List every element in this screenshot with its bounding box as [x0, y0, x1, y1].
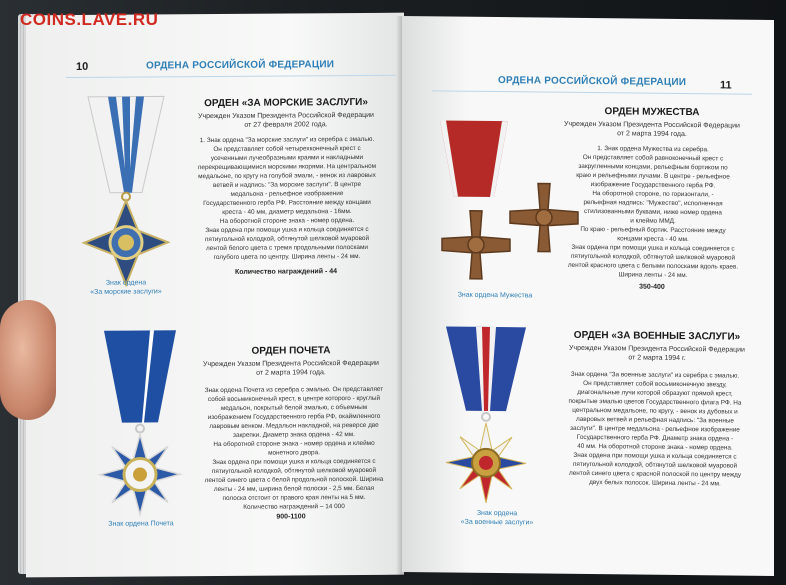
order-established	[186, 111, 386, 130]
price-range: 900-1100	[276, 513, 306, 521]
desc-line: На оборотной стороне знака - номер ордена.	[219, 217, 355, 225]
desc-line: Ширина ленты - 24 мм.	[618, 271, 688, 280]
caption-line: Знак ордена	[476, 509, 518, 518]
left-page	[26, 13, 404, 578]
order-title: ОРДЕН «ЗА МОРСКИЕ ЗАСЛУГИ»	[204, 96, 368, 110]
desc-line: На оборотной стороне, по горизонтали, -	[592, 190, 714, 199]
desc-line: монетного двора.	[268, 449, 320, 457]
desc-line: покрытые эмалью цветов Государственного флага РФ. На	[568, 397, 742, 407]
desc-line: лентой белого цвета с тремя продольными полосками	[206, 243, 368, 253]
desc-line: Знак ордена "За военные заслуги" из серебра с эмалью.	[570, 370, 740, 380]
header-rule	[66, 75, 396, 78]
established-line: от 2 марта 1994 года.	[256, 369, 326, 377]
medal-caption	[76, 278, 176, 297]
order-title: ОРДЕН «ЗА ВОЕННЫЕ ЗАСЛУГИ»	[573, 329, 741, 343]
desc-line: ветвей и надпись: "За морские заслуги". В центре	[213, 180, 361, 190]
desc-line: 1. Знак ордена "За морские заслуги" из серебра с эмалью.	[199, 135, 375, 145]
established-line: Учрежден Указом Президента Российской Федерации	[569, 344, 745, 354]
desc-line: Государственного герба РФ. Диаметр знака ордена -	[576, 433, 734, 443]
desc-line: пятиугольной колодкой, обтянутой шелковой муаровой	[570, 252, 736, 262]
military-merit-medal-image	[436, 322, 546, 519]
order-established	[552, 344, 762, 364]
desc-line: лавровым венком. Медальон накладной, на реверсе две	[209, 421, 379, 431]
naval-merit-medal-image	[78, 92, 174, 293]
desc-line: краю и рельефными лучами. В центре - рельефное	[576, 171, 730, 181]
desc-line: центральном медальоне, по кругу, - венок из дубовых и	[572, 406, 738, 416]
right-page	[402, 16, 774, 576]
desc-line: диагональные лучи которой образуют прямой крест,	[577, 388, 733, 398]
desc-line: Знак ордена при помощи ушка и кольца соединяется с	[571, 243, 735, 253]
header-rule	[432, 90, 752, 94]
honour-order-medal-image	[90, 324, 190, 525]
desc-line: Он представляет собой четырехконечный крест с	[213, 144, 361, 154]
watermark: COINS.LAVE.RU	[20, 10, 159, 29]
order-description	[546, 144, 760, 281]
desc-line: концами креста - 40 мм.	[617, 235, 689, 244]
desc-line: закругленными концами, рельефным бортиком по	[578, 162, 728, 172]
desc-line: 40 мм. На оборотной стороне знака - номер ордена.	[577, 442, 733, 452]
desc-line: и клеймо ММД.	[630, 217, 676, 225]
established-line: от 27 февраля 2002 года.	[244, 121, 328, 129]
desc-line: лавровых ветвей и рельефная надпись: "За военные	[575, 415, 734, 425]
page-header: ОРДЕНА РОССИЙСКОЙ ФЕДЕРАЦИИ	[498, 75, 687, 89]
established-line: Учрежден Указом Президента Российской Федерации	[203, 359, 379, 369]
desc-line: изображение Государственного герба РФ.	[590, 181, 716, 190]
desc-line: перекрещивающимися морскими якорями. На центральном	[197, 162, 377, 172]
order-established	[196, 359, 386, 378]
desc-line: креста - 40 мм, диаметр медальона - 16мм.	[222, 208, 352, 216]
established-line: Учрежден Указом Президента Российской Федерации	[198, 111, 374, 121]
caption-line: «За морские заслуги»	[90, 288, 162, 296]
medal-caption	[86, 519, 196, 529]
desc-line: Знак ордена при помощи ушка и кольца соединяется с	[205, 225, 369, 235]
established-line: Учрежден Указом Президента Российской Федерации	[564, 120, 740, 130]
desc-line: рельефная надпись: "Мужество", исполненная	[583, 198, 723, 208]
desc-line: медальоне, по кругу на голубой эмали, - венок из лавровых	[198, 171, 376, 181]
established-line: от 2 марта 1994 года.	[617, 130, 687, 139]
desc-line: По краю - рельефный бортик. Расстояние между	[580, 225, 726, 235]
order-title: ОРДЕН МУЖЕСТВА	[604, 106, 700, 119]
desc-line: закрепки. Диаметр знака ордена - 42 мм.	[233, 431, 355, 439]
order-description	[192, 385, 396, 512]
established-line: от 2 марта 1994 г.	[628, 354, 686, 363]
desc-line: На оборотной стороне знака - номер ордена и клеймо	[213, 439, 375, 449]
desc-line: пятиугольной колодкой, обтянутой шелковой муаровой	[211, 466, 377, 476]
page-header: ОРДЕНА РОССИЙСКОЙ ФЕДЕРАЦИИ	[146, 59, 335, 72]
desc-line: Он представляет собой восьмиконечную звезду,	[583, 379, 727, 389]
desc-line: Знак ордена при помощи ушка и кольца соединяется с	[573, 451, 737, 461]
medal-caption	[442, 508, 552, 527]
desc-line: голубого цвета по центру. Ширина ленты - 24 мм.	[213, 252, 361, 262]
desc-line: Государственного герба РФ. Расстояние между концами	[203, 198, 371, 208]
caption-line: «За военные заслуги»	[460, 518, 534, 527]
desc-line: усеченными лучеобразными краями и накладными	[210, 153, 364, 163]
desc-line: пятиугольной колодкой, обтянутой шелковой муаровой	[204, 234, 370, 244]
desc-line: лентой синего цвета с красной полоской по центру между	[568, 469, 742, 479]
desc-line: заслуги". В центре медальона - рельефное изображение	[570, 424, 740, 434]
desc-line: изображением Государственного герба РФ, окаймленного	[207, 412, 381, 422]
desc-line: медальона - рельефное изображение	[230, 190, 344, 198]
order-title: ОРДЕН ПОЧЕТА	[251, 345, 331, 357]
caption-line: Знак ордена	[105, 279, 147, 287]
award-count: Количество награждений - 44	[234, 268, 338, 276]
desc-line: медальон, покрытый белой эмалью, с объемным	[220, 403, 368, 412]
desc-line: 1. Знак ордена Мужества из серебра.	[597, 145, 709, 154]
caption-line: Знак ордена Мужества	[457, 291, 533, 300]
desc-line: Он представляет собой равноконечный крест с	[582, 153, 724, 163]
desc-line: стилизованными буквами, ниже номер ордена	[584, 207, 722, 217]
desc-line: Количество награждений – 14 000	[243, 503, 345, 511]
price-range: 350-400	[639, 283, 665, 291]
page-number: 11	[720, 79, 732, 92]
desc-line: пятиугольной колодкой, обтянутой шелковой муаровой	[572, 460, 738, 470]
desc-line: полоска отстоит от правого края ленты на 5 мм.	[222, 493, 366, 502]
medal-caption	[440, 290, 550, 300]
desc-line: Знак ордена Почета из серебра с эмалью. Он представляет	[204, 385, 384, 395]
caption-line: Знак ордена Почета	[108, 520, 174, 528]
desc-line: ленты - 24 мм, ширина белой полоски - 2,5 мм. Белая	[213, 484, 375, 494]
desc-line: лентой синего цвета с белой продольной полоской. Ширина	[204, 475, 384, 485]
desc-line: лентой красного цвета с белыми полосками вдоль краев.	[567, 261, 739, 271]
page-number: 10	[76, 60, 89, 73]
order-description	[182, 135, 392, 262]
thumb	[0, 300, 56, 420]
desc-line: двух белых полосок. Ширина ленты - 24 мм.	[589, 479, 721, 488]
order-established	[552, 120, 752, 140]
desc-line: собой восьмиконечный крест, в центре которого - круглый	[207, 394, 381, 404]
desc-line: Знак ордена при помощи ушка и кольца соединяется с	[212, 457, 376, 467]
order-description	[544, 370, 766, 489]
